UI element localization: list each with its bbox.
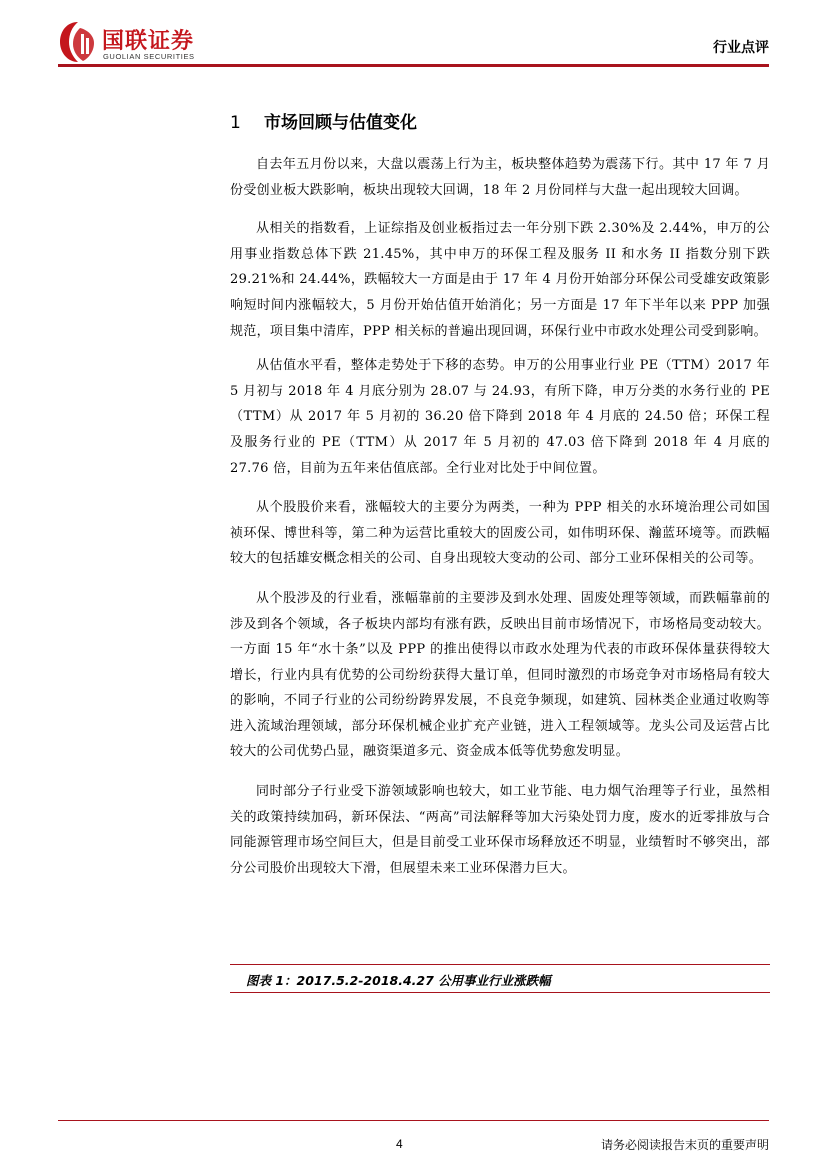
page-header bbox=[0, 0, 827, 70]
section-heading bbox=[230, 108, 417, 133]
header-divider bbox=[58, 64, 769, 67]
figure-top-rule bbox=[230, 964, 770, 965]
report-body bbox=[230, 152, 770, 894]
paragraph: 从相关的指数看，上证综指及创业板指过去一年分别下跌 2.30%及 2.44%，申万的公用事业指数总体下跌 21.45%，其中申万的环保工程及服务 II 和水务 II 指数分别下跌 29.21%和 24.44%，跌幅较大一方面是由于 17 年 4 月份开始部分环保公司受雄安政策影响短时间内涨幅较大，5 月份开始估值开始消化；另一方面是 17 年下半年以来 PPP 加强规范，项目集中清库，PPP 相关标的普遍出现回调，环保行业中市政水处理公司受到影响。 bbox=[230, 221, 770, 339]
figure-caption-box bbox=[230, 964, 770, 994]
paragraph: 从个股股价来看，涨幅较大的主要分为两类，一种为 PPP 相关的水环境治理公司如国祯环保、博世科等，第二种为运营比重较大的固废公司，如伟明环保、瀚蓝环境等。而跌幅较大的包括雄安概念相关的公司、自身出现较大变动的公司、部分工业环保相关的公司等。 bbox=[230, 500, 770, 567]
section-title-text: 市场回顾与估值变化 bbox=[264, 113, 417, 133]
company-logo bbox=[58, 20, 238, 64]
section-number: 1 bbox=[230, 113, 241, 133]
logo-chinese-name: 国联证券 bbox=[102, 29, 195, 54]
document-type-label: 行业点评 bbox=[713, 40, 769, 56]
page-number: 4 bbox=[396, 1137, 403, 1151]
paragraph: 从个股涉及的行业看，涨幅靠前的主要涉及到水处理、固废处理等领域，而跌幅靠前的涉及到各个领域，各子板块内部均有涨有跌，反映出目前市场情况下，市场格局变动较大。一方面 15 年“水十条”以及 PPP 的推出使得以市政水处理为代表的市政环保体量获得较大增长，行业内具有优势的公司纷纷获得大量订单，但同时激烈的市场竞争对市场格局有较大的影响，不同子行业的公司纷纷跨界发展，不良竞争频现，如建筑、园林类企业通过收购等进入流域治理领域，部分环保机械企业扩充产业链，进入工程领域等。龙头公司及运营占比较大的公司优势凸显，融资渠道多元、资金成本低等优势愈发明显。 bbox=[230, 590, 770, 760]
logo-english-name: GUOLIAN SECURITIES bbox=[103, 52, 195, 61]
footer-disclaimer: 请务必阅读报告末页的重要声明 bbox=[600, 1138, 769, 1152]
logo-mark-icon bbox=[58, 20, 98, 64]
figure-caption: 图表 1：2017.5.2-2018.4.27 公用事业行业涨跌幅 bbox=[246, 973, 551, 988]
paragraph: 同时部分子行业受下游领域影响也较大，如工业节能、电力烟气治理等子行业，虽然相关的政策持续加码，新环保法、“两高”司法解释等加大污染处罚力度，废水的近零排放与合同能源管理市场空间巨大，但是目前受工业环保市场释放还不明显，业绩暂时不够突出，部分公司股价出现较大下滑，但展望未来工业环保潜力巨大。 bbox=[230, 784, 770, 876]
paragraph: 从估值水平看，整体走势处于下移的态势。申万的公用事业行业 PE（TTM）2017 年 5 月初与 2018 年 4 月底分别为 28.07 与 24.93，有所下降，申万分类的水务行业的 PE（TTM）从 2017 年 5 月初的 36.20 倍下降到 2018 年 4 月底的 24.50 倍；环保工程及服务行业的 PE（TTM）从 2017 年 5 月初的 47.03 倍下降到 2018 年 4 月底的 27.76 倍，目前为五年来估值底部。全行业对比处于中间位置。 bbox=[230, 358, 770, 476]
footer-divider bbox=[58, 1120, 769, 1121]
paragraph: 自去年五月份以来，大盘以震荡上行为主，板块整体趋势为震荡下行。其中 17 年 7 月份受创业板大跌影响，板块出现较大回调，18 年 2 月份同样与大盘一起出现较大回调。 bbox=[230, 157, 770, 198]
figure-bottom-rule bbox=[230, 992, 770, 993]
